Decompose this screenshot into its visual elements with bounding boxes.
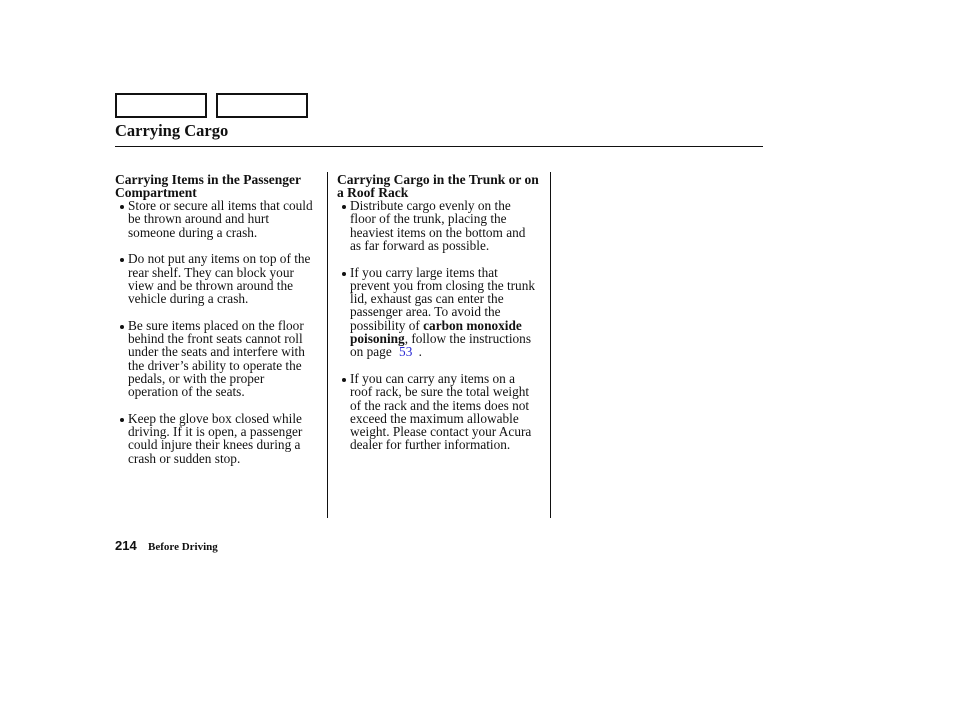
text-line: could injure their knees during a (128, 437, 301, 453)
bullet-icon (342, 378, 346, 382)
right-column (337, 173, 548, 452)
text-segment: possibility of (350, 317, 424, 333)
page-reference-link[interactable]: 53 (399, 344, 413, 360)
bullet-item (337, 266, 548, 359)
text-line: rear shelf. They can block your (128, 264, 294, 280)
text-line: be thrown around and hurt (128, 211, 270, 227)
emphasis-text: poisoning (350, 331, 405, 347)
bullet-item (337, 372, 548, 452)
text-line: Keep the glove box closed while (128, 410, 302, 426)
column-divider (327, 172, 328, 518)
text-line: weight. Please contact your Acura (350, 424, 532, 440)
text-line: Be sure items placed on the floor (128, 317, 304, 333)
heading-line: a Roof Rack (337, 184, 409, 200)
column-divider (550, 172, 551, 518)
nav-tab-box-1[interactable] (115, 93, 207, 118)
text-line: exceed the maximum allowable (350, 410, 519, 426)
text-line (350, 266, 548, 279)
text-line: someone during a crash. (128, 224, 258, 240)
text-line (350, 332, 548, 345)
text-segment: on page (350, 344, 396, 360)
text-line: pedals, or with the proper (128, 370, 265, 386)
emphasis-text: carbon monoxide (423, 317, 522, 333)
text-line: roof rack, be sure the total weight (350, 384, 530, 400)
bullet-item (115, 252, 325, 305)
left-column (115, 173, 325, 466)
text-line: Do not put any items on top of the (128, 251, 311, 267)
text-line: dealer for further information. (350, 437, 511, 453)
section-heading (337, 173, 548, 200)
text-segment: prevent you from closing the trunk (350, 277, 536, 293)
heading-line: Compartment (115, 184, 197, 200)
section-heading (115, 173, 325, 200)
text-line: Store or secure all items that could (128, 198, 313, 214)
text-line (350, 279, 548, 292)
text-line (350, 319, 548, 332)
text-line: Distribute cargo evenly on the (350, 198, 511, 214)
text-line: as far forward as possible. (350, 237, 490, 253)
text-line: the driver’s ability to operate the (128, 357, 302, 373)
text-line: vehicle during a crash. (128, 291, 249, 307)
bullet-icon (342, 272, 346, 276)
bullet-item (115, 319, 325, 399)
title-rule (115, 146, 763, 147)
heading-line: Carrying Items in the Passenger (115, 171, 301, 187)
bullet-item (115, 199, 325, 239)
text-line: floor of the trunk, placing the (350, 211, 507, 227)
bullet-icon (120, 258, 124, 262)
text-line: under the seats and interfere with (128, 344, 305, 360)
bullet-icon (120, 325, 124, 329)
text-line (350, 345, 548, 358)
text-segment: If you carry large items that (350, 264, 498, 280)
nav-tab-box-2[interactable] (216, 93, 308, 118)
text-line: view and be thrown around the (128, 277, 294, 293)
heading-line: Carrying Cargo in the Trunk or on (337, 171, 539, 187)
bullet-item (337, 199, 548, 252)
bullet-icon (120, 418, 124, 422)
bullet-item (115, 412, 325, 465)
text-line (350, 305, 548, 318)
text-line: crash or sudden stop. (128, 450, 241, 466)
text-segment: lid, exhaust gas can enter the (350, 291, 504, 307)
text-segment: , follow the instructions (404, 331, 532, 347)
bullet-icon (342, 205, 346, 209)
text-line: of the rack and the items does not (350, 397, 530, 413)
text-line: operation of the seats. (128, 384, 245, 400)
bullet-icon (120, 205, 124, 209)
text-line: driving. If it is open, a passenger (128, 424, 303, 440)
section-name: Before Driving (148, 541, 218, 553)
text-line: behind the front seats cannot roll (128, 331, 303, 347)
text-segment: passenger area. To avoid the (350, 304, 501, 320)
page-title: Carrying Cargo (115, 121, 229, 140)
text-line: heaviest items on the bottom and (350, 224, 526, 240)
page-number: 214 (115, 538, 137, 553)
text-line: If you can carry any items on a (350, 370, 516, 386)
text-line (350, 292, 548, 305)
text-segment: . (415, 344, 422, 360)
